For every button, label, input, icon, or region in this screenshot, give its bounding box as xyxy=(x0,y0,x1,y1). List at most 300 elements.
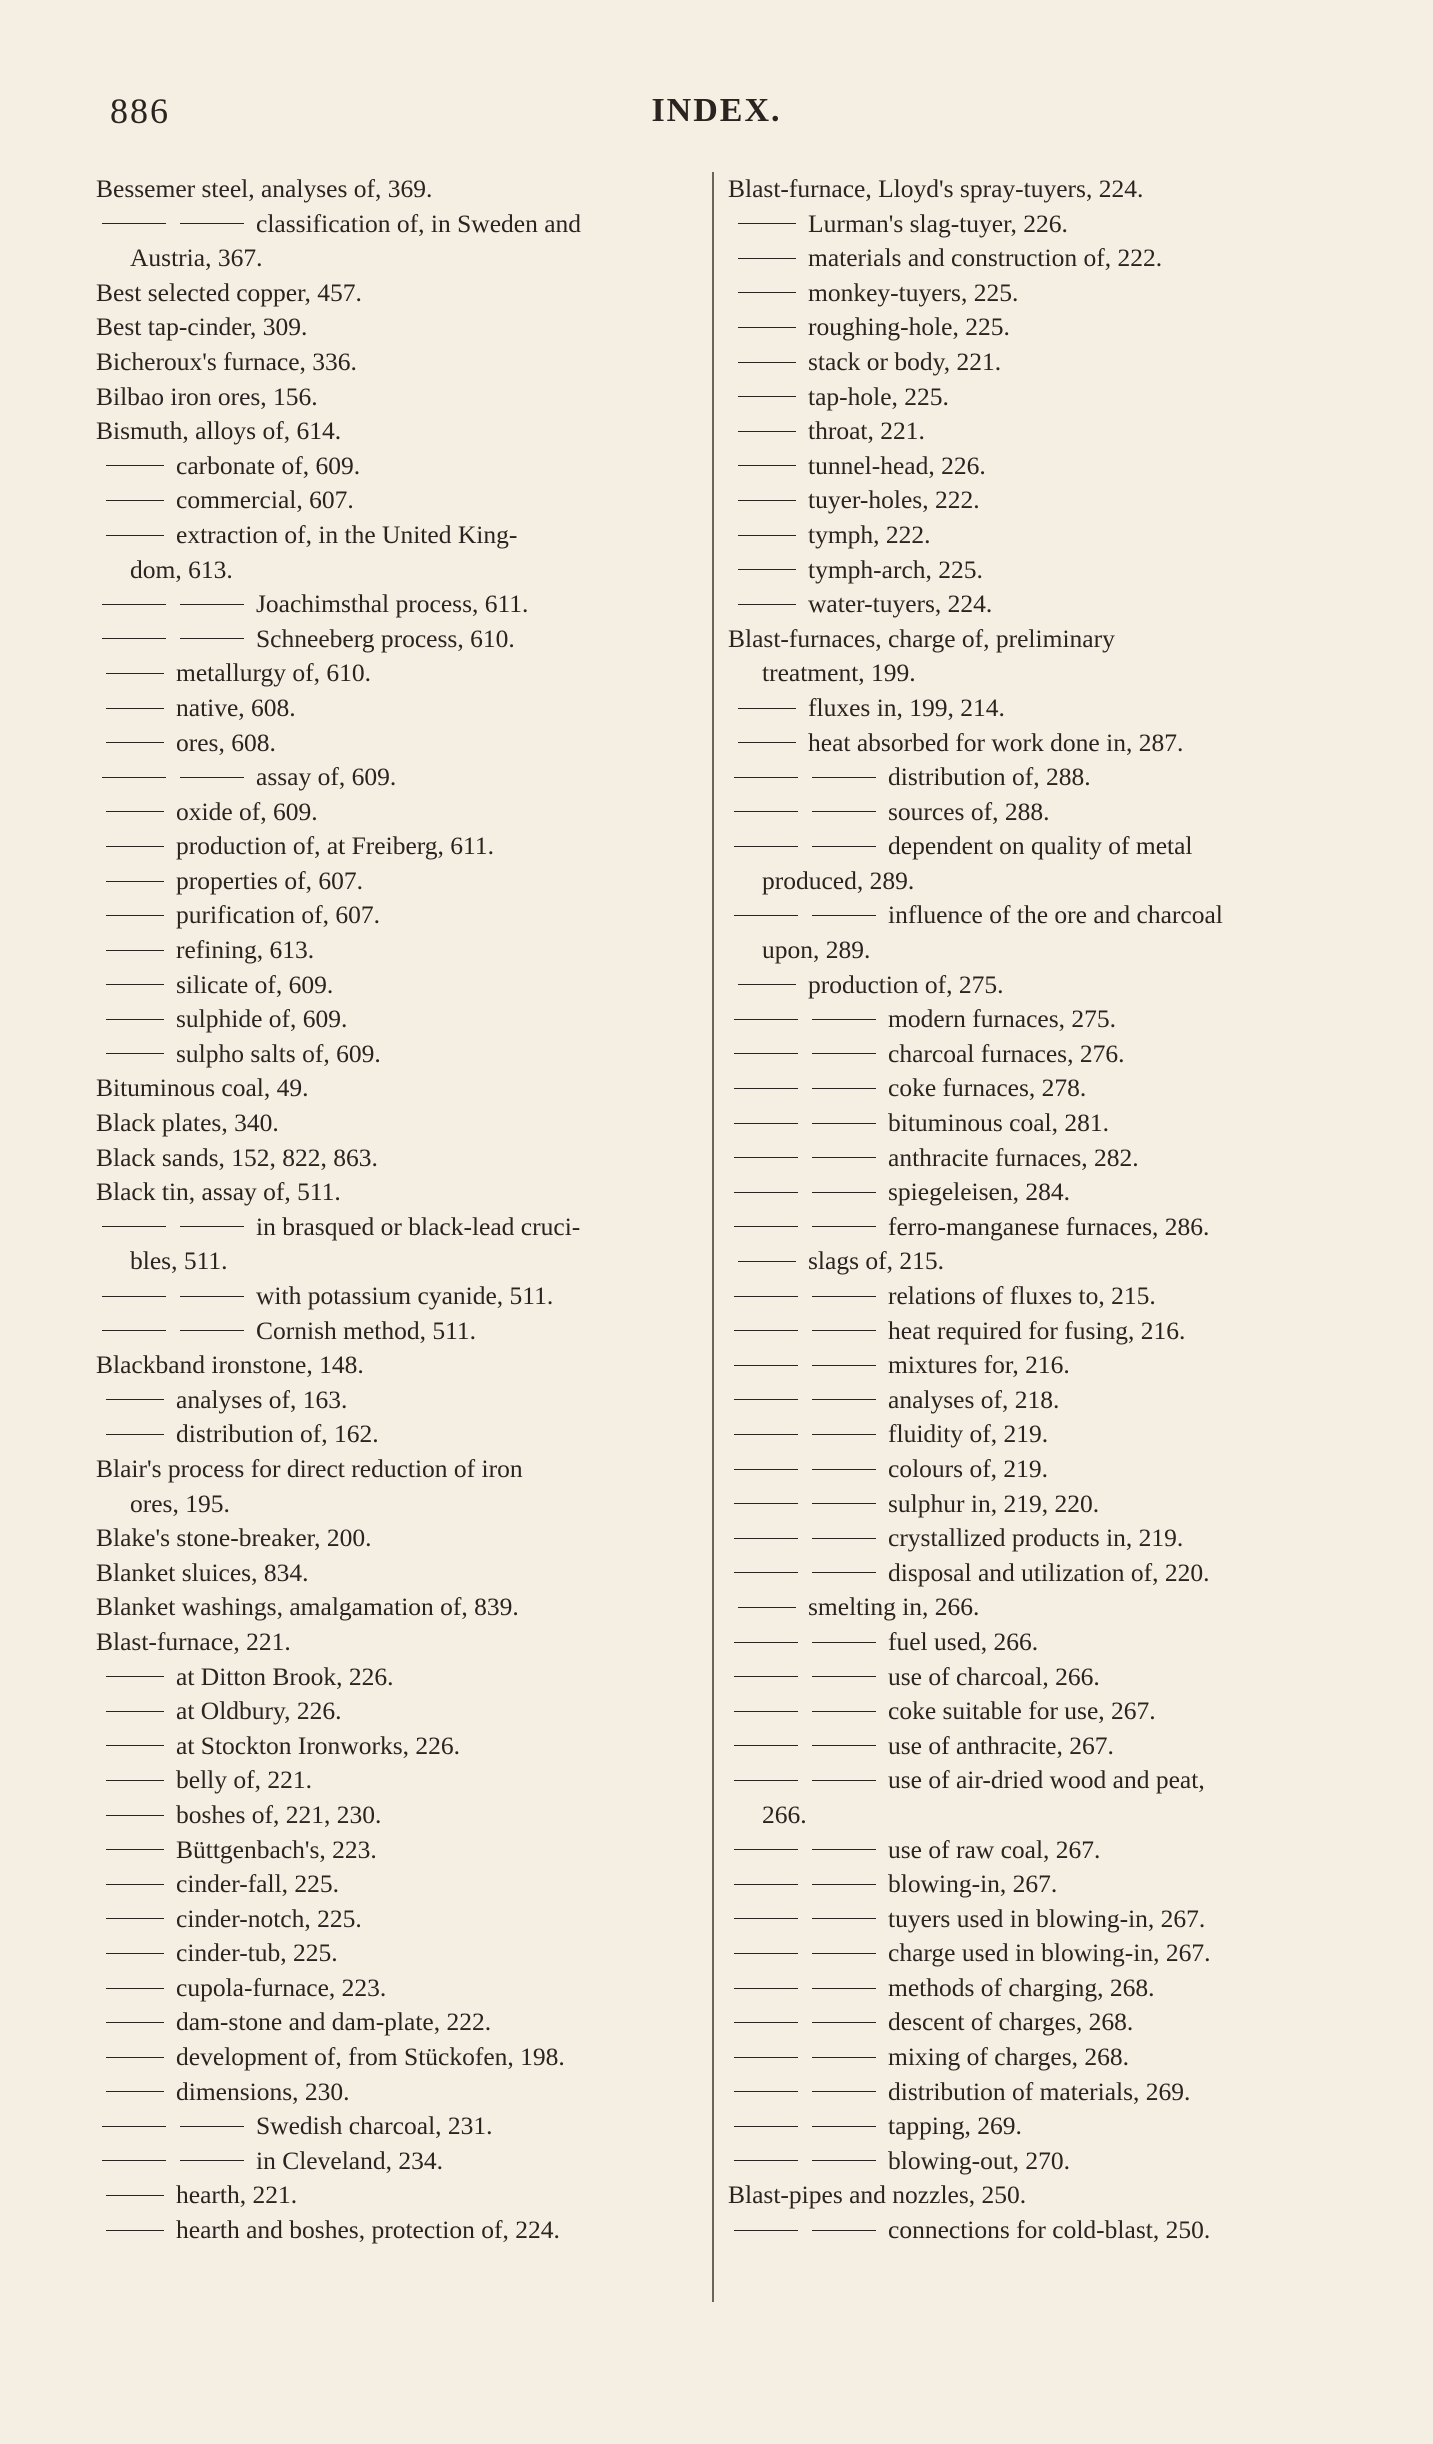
index-entry-text: classification of, in Sweden and xyxy=(256,208,582,238)
ditto-dash xyxy=(106,1953,164,1954)
page-title: INDEX. xyxy=(651,92,782,129)
ditto-dash xyxy=(106,1434,164,1435)
index-entry xyxy=(96,1971,696,2006)
index-entry-text: ores, 608. xyxy=(176,727,276,757)
index-entry-text: Cornish method, 511. xyxy=(256,1315,477,1345)
ditto-dash xyxy=(106,1988,164,1989)
ditto-dash xyxy=(106,1780,164,1781)
ditto-dash xyxy=(106,1399,164,1400)
ditto-dash xyxy=(738,708,796,709)
ditto-dash xyxy=(106,1849,164,1850)
ditto-dash xyxy=(812,2230,876,2231)
ditto-dash xyxy=(812,2057,876,2058)
ditto-dash xyxy=(734,1157,798,1158)
index-entry xyxy=(728,1556,1328,1591)
ditto-dash xyxy=(180,2126,244,2127)
ditto-dash xyxy=(106,2195,164,2196)
index-entry-text: Black plates, 340. xyxy=(96,1108,279,1138)
ditto-dash xyxy=(738,1607,796,1608)
index-entry xyxy=(96,1314,696,1349)
index-entry xyxy=(728,795,1328,830)
index-entry-text: Bismuth, alloys of, 614. xyxy=(96,416,342,446)
index-entry-text: commercial, 607. xyxy=(176,485,354,515)
index-entry xyxy=(728,553,1328,588)
ditto-dash xyxy=(738,742,796,743)
index-entry-text: cinder-notch, 225. xyxy=(176,1903,362,1933)
index-entry-text: with potassium cyanide, 511. xyxy=(256,1281,554,1310)
index-entry-continuation: bles, 511. xyxy=(130,1246,228,1276)
index-entry-text: analyses of, 163. xyxy=(176,1384,348,1414)
ditto-dash xyxy=(102,1226,166,1227)
index-entry-text: production of, at Freiberg, 611. xyxy=(176,831,494,861)
index-entry-text: silicate of, 609. xyxy=(176,969,334,999)
index-entry xyxy=(728,1763,1328,1798)
index-entry xyxy=(96,622,696,657)
index-entry xyxy=(728,587,1328,622)
index-entry-text: in brasqued or black-lead cruci- xyxy=(256,1211,581,1241)
index-entry xyxy=(96,2144,696,2179)
ditto-dash xyxy=(102,223,166,224)
ditto-dash xyxy=(812,1676,876,1677)
index-entry xyxy=(96,1521,696,1556)
index-entry-text: charge used in blowing-in, 267. xyxy=(888,1938,1211,1968)
index-entry xyxy=(96,864,696,899)
ditto-dash xyxy=(812,1918,876,1919)
index-entry xyxy=(96,1452,696,1487)
ditto-dash xyxy=(734,1642,798,1643)
index-entry-text: cupola-furnace, 223. xyxy=(176,1972,387,2002)
index-entry xyxy=(728,1936,1328,1971)
index-entry-text: assay of, 609. xyxy=(256,762,397,792)
ditto-dash xyxy=(812,2091,876,2092)
ditto-dash xyxy=(738,604,796,605)
ditto-dash xyxy=(734,1538,798,1539)
ditto-dash xyxy=(106,535,164,536)
ditto-dash xyxy=(734,1434,798,1435)
ditto-dash xyxy=(734,846,798,847)
index-entry xyxy=(96,207,696,242)
index-entry xyxy=(96,1694,696,1729)
index-entry-text: analyses of, 218. xyxy=(888,1384,1060,1414)
index-entry-text: Black sands, 152, 822, 863. xyxy=(96,1142,378,1172)
index-entry-text: metallurgy of, 610. xyxy=(176,658,371,688)
ditto-dash xyxy=(812,1296,876,1297)
ditto-dash xyxy=(734,915,798,916)
index-entry xyxy=(728,483,1328,518)
index-entry-text: hearth, 221. xyxy=(176,2180,298,2210)
index-entry xyxy=(96,1798,696,1833)
ditto-dash xyxy=(180,638,244,639)
ditto-dash xyxy=(812,1399,876,1400)
index-entry-text: at Oldbury, 226. xyxy=(176,1696,342,1726)
index-entry xyxy=(96,1763,696,1798)
ditto-dash xyxy=(738,292,796,293)
index-entry-text: coke suitable for use, 267. xyxy=(888,1696,1156,1726)
ditto-dash xyxy=(734,1503,798,1504)
ditto-dash xyxy=(106,1815,164,1816)
ditto-dash xyxy=(812,1642,876,1643)
index-entry-continuation: dom, 613. xyxy=(130,554,233,584)
ditto-dash xyxy=(812,1572,876,1573)
index-entry-text: heat required for fusing, 216. xyxy=(888,1315,1186,1345)
ditto-dash xyxy=(102,2126,166,2127)
ditto-dash xyxy=(106,500,164,501)
index-entry xyxy=(728,968,1328,1003)
index-entry-text: native, 608. xyxy=(176,692,296,722)
index-entry-text: mixing of charges, 268. xyxy=(888,2042,1130,2072)
index-entry-text: Swedish charcoal, 231. xyxy=(256,2111,493,2141)
ditto-dash xyxy=(102,604,166,605)
index-entry xyxy=(96,518,696,553)
index-entry xyxy=(728,1867,1328,1902)
index-entry-text: Bessemer steel, analyses of, 369. xyxy=(96,174,433,203)
index-entry xyxy=(728,310,1328,345)
index-entry xyxy=(96,1348,696,1383)
index-entry-text: distribution of, 162. xyxy=(176,1419,379,1449)
index-entry xyxy=(96,345,696,380)
ditto-dash xyxy=(734,2022,798,2023)
index-entry-text: mixtures for, 216. xyxy=(888,1350,1070,1380)
index-entry xyxy=(728,1175,1328,1210)
index-entry xyxy=(728,1417,1328,1452)
ditto-dash xyxy=(812,846,876,847)
ditto-dash xyxy=(812,1780,876,1781)
index-entry xyxy=(96,1936,696,1971)
index-entry-text: Blast-furnace, 221. xyxy=(96,1626,291,1656)
index-entry xyxy=(96,1867,696,1902)
index-entry-text: tapping, 269. xyxy=(888,2111,1022,2141)
ditto-dash xyxy=(738,465,796,466)
ditto-dash xyxy=(738,362,796,363)
index-entry-text: Blast-pipes and nozzles, 250. xyxy=(728,2180,1027,2210)
index-entry xyxy=(728,518,1328,553)
index-entry-text: tymph, 222. xyxy=(808,519,931,549)
index-entry-text: Black tin, assay of, 511. xyxy=(96,1177,341,1207)
index-entry xyxy=(728,2213,1328,2248)
index-entry-text: fuel used, 266. xyxy=(888,1626,1039,1656)
index-entry-text: anthracite furnaces, 282. xyxy=(888,1142,1139,1172)
index-entry xyxy=(96,1417,696,1452)
index-entry-text: cinder-fall, 225. xyxy=(176,1869,340,1899)
index-entry-text: Best selected copper, 457. xyxy=(96,277,362,307)
index-entry xyxy=(728,726,1328,761)
ditto-dash xyxy=(738,500,796,501)
ditto-dash xyxy=(738,327,796,328)
index-entry xyxy=(728,1383,1328,1418)
index-entry-text: charcoal furnaces, 276. xyxy=(888,1038,1125,1068)
ditto-dash xyxy=(106,2057,164,2058)
index-entry-text: materials and construction of, 222. xyxy=(808,243,1163,273)
ditto-dash xyxy=(738,984,796,985)
ditto-dash xyxy=(734,1053,798,1054)
ditto-dash xyxy=(738,396,796,397)
ditto-dash xyxy=(734,1953,798,1954)
index-entry xyxy=(728,1037,1328,1072)
ditto-dash xyxy=(734,2230,798,2231)
index-entry-text: Blanket sluices, 834. xyxy=(96,1557,309,1587)
index-entry xyxy=(728,1106,1328,1141)
index-entry xyxy=(96,310,696,345)
ditto-dash xyxy=(734,2091,798,2092)
ditto-dash xyxy=(812,1469,876,1470)
ditto-dash xyxy=(738,569,796,570)
index-entry-text: modern furnaces, 275. xyxy=(888,1004,1117,1034)
index-entry xyxy=(728,2040,1328,2075)
index-entry xyxy=(728,345,1328,380)
index-entry xyxy=(728,1244,1328,1279)
ditto-dash xyxy=(812,811,876,812)
ditto-dash xyxy=(106,1884,164,1885)
index-entry-text: distribution of materials, 269. xyxy=(888,2076,1191,2106)
ditto-dash xyxy=(812,1538,876,1539)
index-entry xyxy=(728,1902,1328,1937)
index-entry xyxy=(96,1037,696,1072)
ditto-dash xyxy=(812,1088,876,1089)
index-entry xyxy=(96,414,696,449)
page-number: 886 xyxy=(110,91,170,131)
index-entry-text: Best tap-cinder, 309. xyxy=(96,312,308,342)
index-entry-text: extraction of, in the United King- xyxy=(176,519,518,549)
index-column-right xyxy=(728,172,1328,2248)
index-entry-continuation: Austria, 367. xyxy=(130,243,263,273)
ditto-dash xyxy=(106,2230,164,2231)
index-entry xyxy=(728,241,1328,276)
ditto-dash xyxy=(106,1019,164,1020)
index-entry-text: cinder-tub, 225. xyxy=(176,1938,338,1968)
index-entry-text: connections for cold-blast, 250. xyxy=(888,2215,1211,2245)
index-entry xyxy=(96,1279,696,1314)
index-entry xyxy=(96,2040,696,2075)
index-entry xyxy=(96,449,696,484)
index-entry-text: Blackband ironstone, 148. xyxy=(96,1350,364,1380)
ditto-dash xyxy=(734,1469,798,1470)
ditto-dash xyxy=(734,1849,798,1850)
ditto-dash xyxy=(734,1884,798,1885)
index-entry xyxy=(96,795,696,830)
ditto-dash xyxy=(738,431,796,432)
ditto-dash xyxy=(812,777,876,778)
ditto-dash xyxy=(106,2091,164,2092)
ditto-dash xyxy=(734,1088,798,1089)
index-entry-text: dam-stone and dam-plate, 222. xyxy=(176,2007,492,2037)
index-entry-text: monkey-tuyers, 225. xyxy=(808,277,1019,307)
index-entry xyxy=(96,1071,696,1106)
ditto-dash xyxy=(106,881,164,882)
ditto-dash xyxy=(180,777,244,778)
ditto-dash xyxy=(106,1676,164,1677)
index-entry xyxy=(728,1833,1328,1868)
ditto-dash xyxy=(734,1019,798,1020)
ditto-dash xyxy=(734,1330,798,1331)
index-entry-text: hearth and boshes, protection of, 224. xyxy=(176,2215,560,2245)
index-entry xyxy=(96,829,696,864)
index-entry xyxy=(96,380,696,415)
index-entry xyxy=(728,1971,1328,2006)
ditto-dash xyxy=(738,258,796,259)
index-entry xyxy=(96,1175,696,1210)
ditto-dash xyxy=(812,1434,876,1435)
ditto-dash xyxy=(180,2160,244,2161)
index-entry-text: spiegeleisen, 284. xyxy=(888,1177,1070,1207)
index-entry-text: blowing-in, 267. xyxy=(888,1869,1058,1899)
index-entry-text: purification of, 607. xyxy=(176,900,380,930)
ditto-dash xyxy=(180,1296,244,1297)
index-entry xyxy=(728,1625,1328,1660)
ditto-dash xyxy=(734,1918,798,1919)
ditto-dash xyxy=(102,2160,166,2161)
index-entry-text: tuyers used in blowing-in, 267. xyxy=(888,1903,1206,1933)
index-entry xyxy=(728,449,1328,484)
index-entry-continuation: produced, 289. xyxy=(762,865,915,895)
index-entry xyxy=(96,2109,696,2144)
ditto-dash xyxy=(812,1849,876,1850)
ditto-dash xyxy=(734,1780,798,1781)
index-entry-text: relations of fluxes to, 215. xyxy=(888,1281,1156,1310)
index-entry-text: smelting in, 266. xyxy=(808,1592,980,1622)
index-entry-text: oxide of, 609. xyxy=(176,796,318,826)
ditto-dash xyxy=(180,604,244,605)
index-entry-text: carbonate of, 609. xyxy=(176,450,361,480)
index-entry-text: Bituminous coal, 49. xyxy=(96,1073,309,1103)
column-divider xyxy=(712,172,714,2302)
index-entry-text: Blair's process for direct reduction of iron xyxy=(96,1453,523,1483)
index-entry xyxy=(728,1521,1328,1556)
index-entry-text: heat absorbed for work done in, 287. xyxy=(808,727,1184,757)
index-entry-text: tap-hole, 225. xyxy=(808,381,949,411)
index-entry xyxy=(728,1002,1328,1037)
index-entry-text: at Stockton Ironworks, 226. xyxy=(176,1730,461,1760)
ditto-dash xyxy=(106,984,164,985)
index-entry-text: development of, from Stückofen, 198. xyxy=(176,2042,565,2072)
ditto-dash xyxy=(812,2160,876,2161)
index-entry xyxy=(728,207,1328,242)
ditto-dash xyxy=(812,1330,876,1331)
ditto-dash xyxy=(738,1261,796,1262)
ditto-dash xyxy=(812,1745,876,1746)
index-entry xyxy=(96,1556,696,1591)
ditto-dash xyxy=(180,1330,244,1331)
index-entry-text: use of raw coal, 267. xyxy=(888,1834,1101,1864)
index-entry xyxy=(96,2005,696,2040)
index-entry xyxy=(728,1452,1328,1487)
ditto-dash xyxy=(812,1053,876,1054)
index-entry xyxy=(96,276,696,311)
index-entry-text: ferro-manganese furnaces, 286. xyxy=(888,1211,1210,1241)
index-entry-text: influence of the ore and charcoal xyxy=(888,900,1223,930)
index-entry-text: water-tuyers, 224. xyxy=(808,589,993,619)
index-entry xyxy=(96,656,696,691)
index-entry xyxy=(728,691,1328,726)
ditto-dash xyxy=(106,2022,164,2023)
index-entry-text: fluidity of, 219. xyxy=(888,1419,1049,1449)
index-entry-text: refining, 613. xyxy=(176,935,315,965)
ditto-dash xyxy=(812,1365,876,1366)
index-entry-text: blowing-out, 270. xyxy=(888,2145,1071,2175)
ditto-dash xyxy=(734,1192,798,1193)
index-entry-text: tunnel-head, 226. xyxy=(808,450,986,480)
index-entry xyxy=(728,1314,1328,1349)
ditto-dash xyxy=(734,1676,798,1677)
index-entry xyxy=(728,2109,1328,2144)
ditto-dash xyxy=(102,638,166,639)
ditto-dash xyxy=(734,2126,798,2127)
index-entry xyxy=(728,1729,1328,1764)
index-entry-text: Blast-furnace, Lloyd's spray-tuyers, 224. xyxy=(728,174,1144,203)
ditto-dash xyxy=(734,1226,798,1227)
index-entry xyxy=(96,1902,696,1937)
ditto-dash xyxy=(812,1884,876,1885)
index-entry xyxy=(728,1487,1328,1522)
index-entry xyxy=(728,380,1328,415)
index-entry-text: use of anthracite, 267. xyxy=(888,1730,1114,1760)
index-entry-text: dependent on quality of metal xyxy=(888,831,1193,861)
ditto-dash xyxy=(812,1988,876,1989)
index-entry xyxy=(96,587,696,622)
index-entry-text: belly of, 221. xyxy=(176,1765,312,1795)
index-entry-text: disposal and utilization of, 220. xyxy=(888,1557,1210,1587)
index-entry xyxy=(96,898,696,933)
index-entry xyxy=(728,1348,1328,1383)
ditto-dash xyxy=(106,811,164,812)
index-entry-text: Blast-furnaces, charge of, preliminary xyxy=(728,623,1115,653)
index-entry-text: tuyer-holes, 222. xyxy=(808,485,980,515)
index-entry-text: colours of, 219. xyxy=(888,1453,1049,1483)
ditto-dash xyxy=(180,223,244,224)
ditto-dash xyxy=(106,742,164,743)
ditto-dash xyxy=(102,777,166,778)
index-entry-continuation: treatment, 199. xyxy=(762,658,916,688)
index-entry-continuation: 266. xyxy=(762,1799,807,1829)
ditto-dash xyxy=(106,673,164,674)
index-entry xyxy=(728,1141,1328,1176)
index-entry-text: sources of, 288. xyxy=(888,796,1050,826)
index-entry xyxy=(96,1383,696,1418)
index-entry-text: throat, 221. xyxy=(808,416,925,446)
index-entry-text: methods of charging, 268. xyxy=(888,1972,1155,2002)
index-entry xyxy=(96,1106,696,1141)
index-entry-text: distribution of, 288. xyxy=(888,762,1091,792)
ditto-dash xyxy=(106,1745,164,1746)
index-entry-continuation: ores, 195. xyxy=(130,1488,230,1518)
ditto-dash xyxy=(734,1296,798,1297)
ditto-dash xyxy=(106,846,164,847)
ditto-dash xyxy=(812,1192,876,1193)
ditto-dash xyxy=(734,811,798,812)
index-entry xyxy=(96,2213,696,2248)
index-entry xyxy=(96,1002,696,1037)
ditto-dash xyxy=(106,1711,164,1712)
index-entry xyxy=(728,829,1328,864)
index-entry-text: Joachimsthal process, 611. xyxy=(256,589,529,619)
index-entry xyxy=(728,1071,1328,1106)
ditto-dash xyxy=(106,950,164,951)
index-entry-text: production of, 275. xyxy=(808,969,1004,999)
ditto-dash xyxy=(734,1988,798,1989)
index-entry xyxy=(728,1694,1328,1729)
index-entry-text: roughing-hole, 225. xyxy=(808,312,1010,342)
ditto-dash xyxy=(106,708,164,709)
index-entry xyxy=(728,1279,1328,1314)
ditto-dash xyxy=(734,1399,798,1400)
ditto-dash xyxy=(734,1123,798,1124)
index-entry-text: at Ditton Brook, 226. xyxy=(176,1661,394,1691)
index-entry-text: slags of, 215. xyxy=(808,1246,944,1276)
index-entry xyxy=(728,2075,1328,2110)
index-entry-text: in Cleveland, 234. xyxy=(256,2145,443,2175)
ditto-dash xyxy=(738,535,796,536)
index-entry xyxy=(728,1210,1328,1245)
ditto-dash xyxy=(106,465,164,466)
